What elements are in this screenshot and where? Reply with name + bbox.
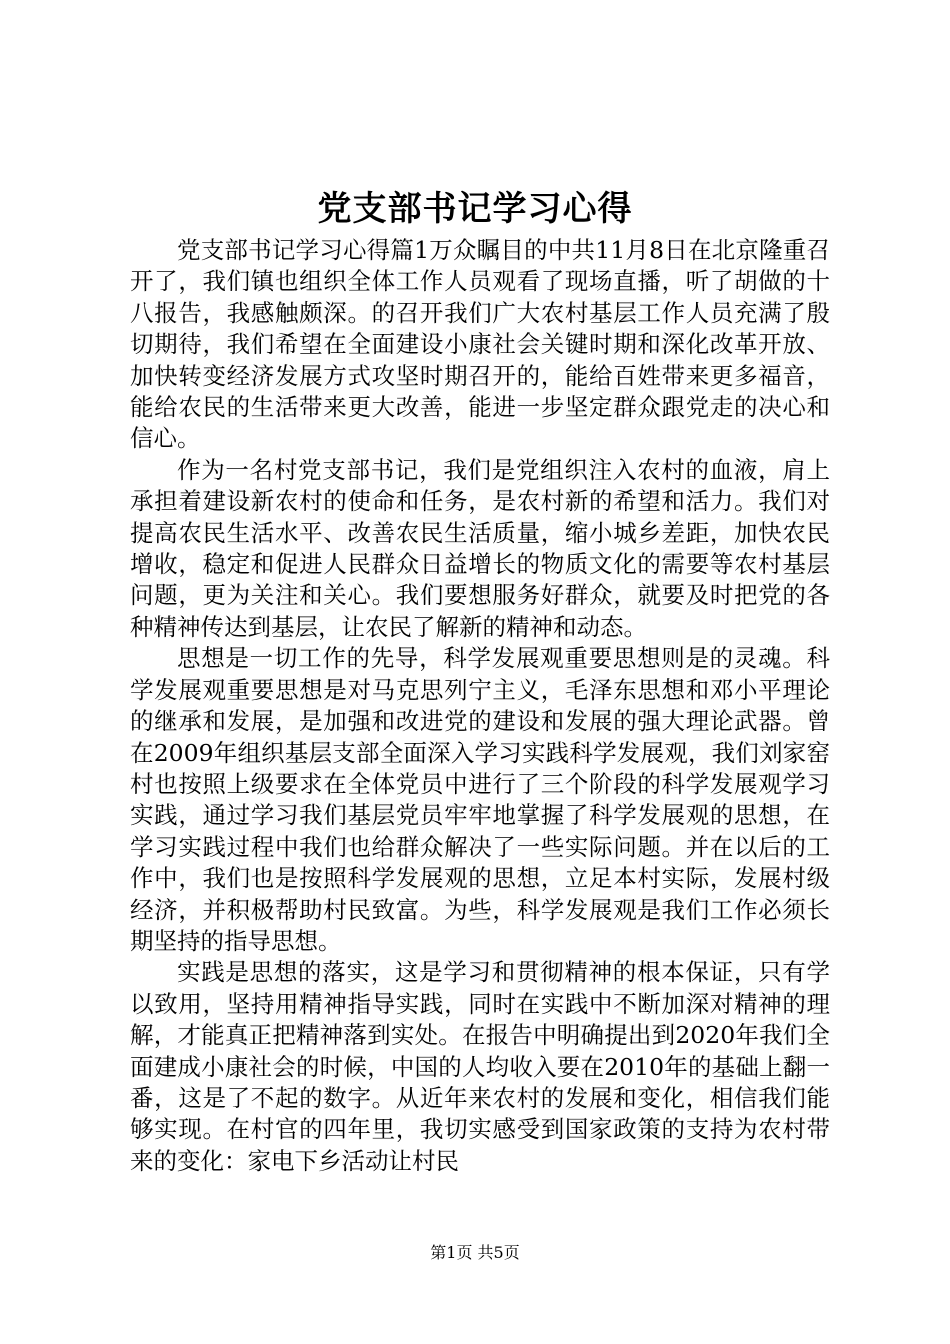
paragraph-1: 党支部书记学习心得篇1万众瞩目的中共11月8日在北京隆重召开了，我们镇也组织全体工作人员观看了现场直播，听了胡做的十八报告，我感触颇深。的召开我们广大农村基层工作人员充满了殷切期待，我们希望在全面建设小康社会关键时期和深化改革开放、加快转变经济发展方式攻坚时期召开的，能给百姓带来更多福音，能给农民的生活带来更大改善，能进一步坚定群众跟党走的决心和信心。	[130, 236, 830, 453]
document-title: 党支部书记学习心得	[317, 189, 633, 229]
paragraph-3: 思想是一切工作的先导，科学发展观重要思想则是的灵魂。科学发展观重要思想是对马克思列宁主义，毛泽东思想和邓小平理论的继承和发展，是加强和改进党的建设和发展的强大理论武器。曾在2009年组织基层支部全面深入学习实践科学发展观，我们刘家窑村也按照上级要求在全体党员中进行了三个阶段的科学发展观学习实践，通过学习我们基层党员牢牢地掌握了科学发展观的思想，在学习实践过程中我们也给群众解决了一些实际问题。并在以后的工作中，我们也是按照科学发展观的思想，立足本村实际，发展村级经济，并积极帮助村民致富。为些，科学发展观是我们工作必须长期坚持的指导思想。	[130, 644, 830, 955]
page-footer: 第1页 共5页	[430, 1243, 520, 1262]
document-body	[130, 235, 830, 1177]
paragraph-4: 实践是思想的落实，这是学习和贯彻精神的根本保证，只有学以致用，坚持用精神指导实践，同时在实践中不断加深对精神的理解，才能真正把精神落到实处。在报告中明确提出到2020年我们全面建成小康社会的时候，中国的人均收入要在2010年的基础上翻一番，这是了不起的数字。从近年来农村的发展和变化，相信我们能够实现。在村官的四年里，我切实感受到国家政策的支持为农村带来的变化：家电下乡活动让村民	[130, 958, 830, 1175]
paragraph-2: 作为一名村党支部书记，我们是党组织注入农村的血液，肩上承担着建设新农村的使命和任务，是农村新的希望和活力。我们对提高农民生活水平、改善农民生活质量，缩小城乡差距，加快农民增收，稳定和促进人民群众日益增长的物质文化的需要等农村基层问题，更为关注和关心。我们要想服务好群众，就要及时把党的各种精神传达到基层，让农民了解新的精神和动态。	[130, 455, 830, 641]
